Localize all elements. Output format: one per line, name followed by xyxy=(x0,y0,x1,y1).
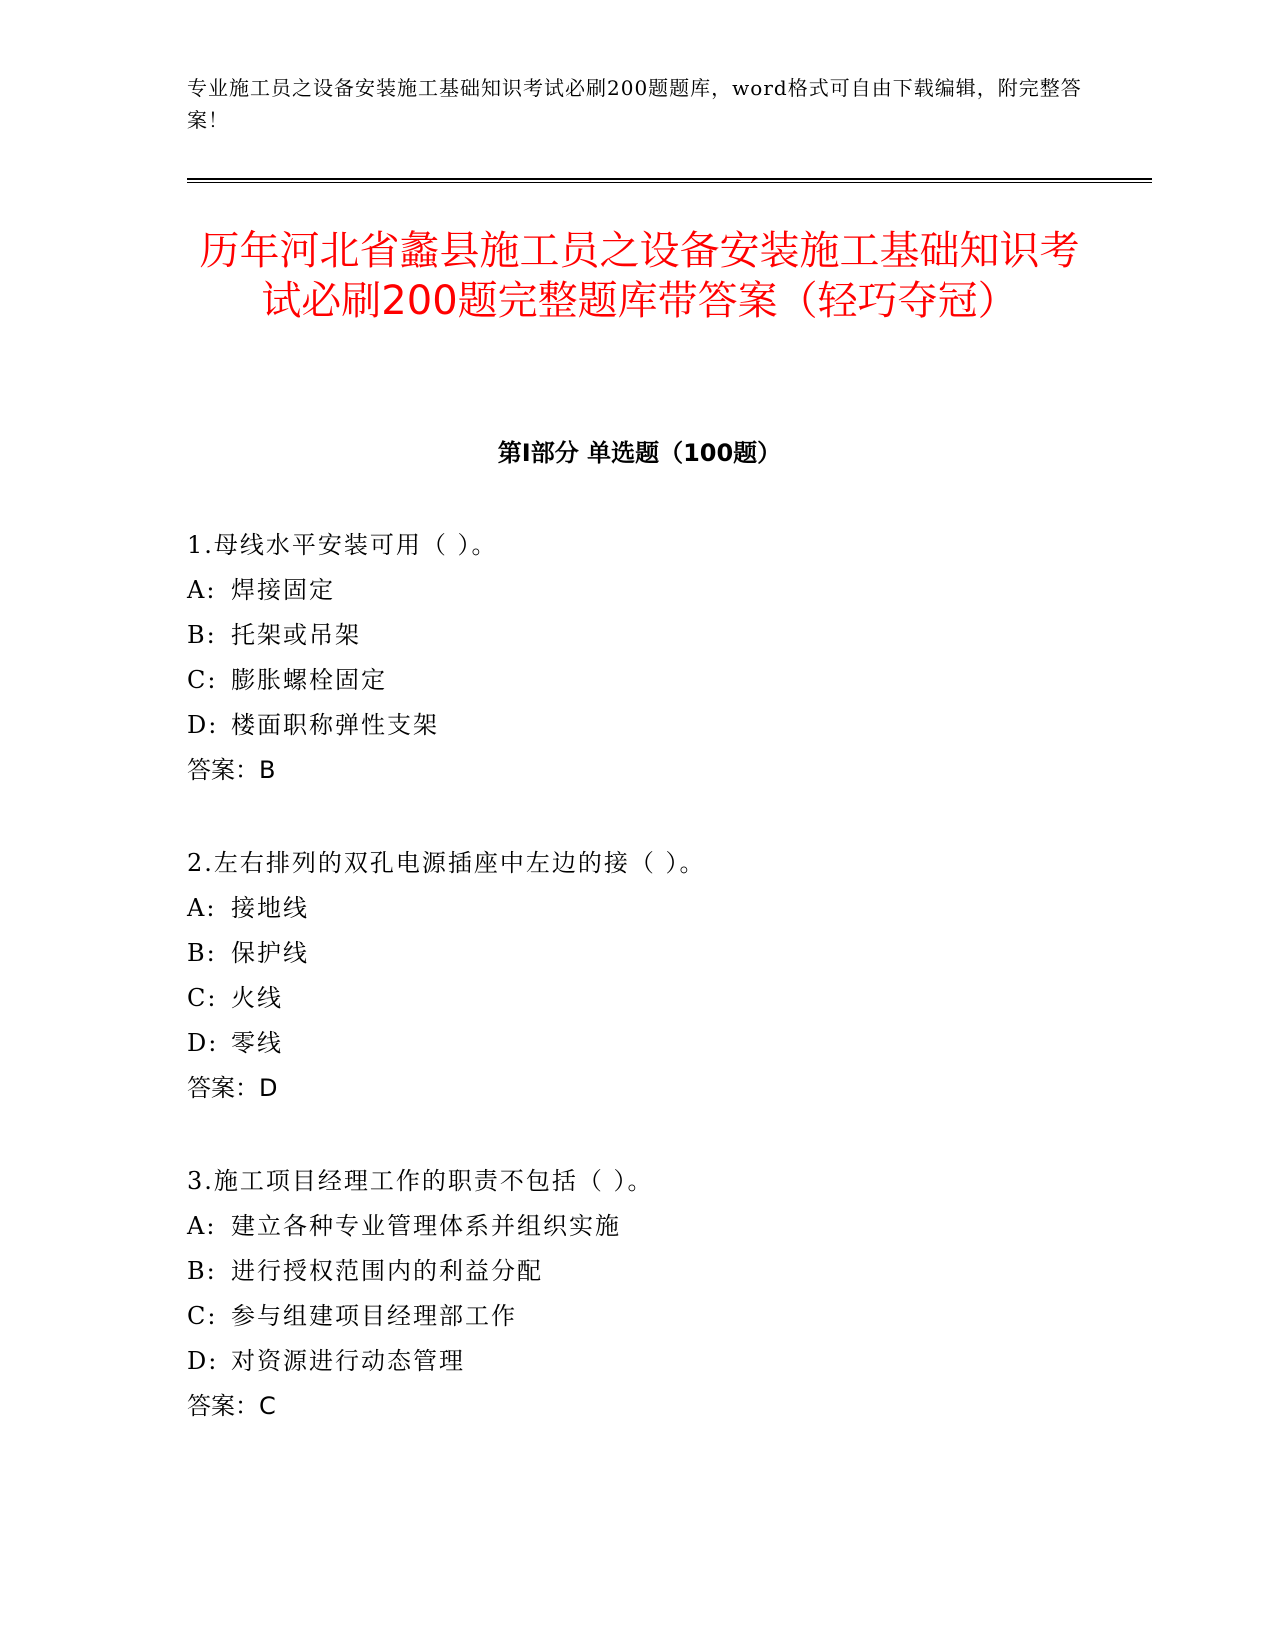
option-text: 零线 xyxy=(231,1029,283,1057)
option-key: A: xyxy=(187,1212,217,1240)
option-text: 保护线 xyxy=(231,939,309,967)
question-2 xyxy=(187,841,1092,1111)
question-1 xyxy=(187,523,1092,793)
option-b xyxy=(187,931,1092,976)
question-stem: 3.施工项目经理工作的职责不包括（ ）。 xyxy=(187,1167,654,1195)
answer-line: 答案：D xyxy=(187,1074,278,1102)
option-b xyxy=(187,613,1092,658)
option-text: 膨胀螺栓固定 xyxy=(231,666,387,694)
option-key: B: xyxy=(187,1257,217,1285)
option-key: A: xyxy=(187,894,217,922)
option-key: A: xyxy=(187,576,217,604)
option-key: C: xyxy=(187,984,218,1012)
option-c xyxy=(187,1294,1092,1339)
option-text: 焊接固定 xyxy=(231,576,335,604)
option-text: 建立各种专业管理体系并组织实施 xyxy=(231,1212,621,1240)
option-key: C: xyxy=(187,1302,218,1330)
question-stem: 2.左右排列的双孔电源插座中左边的接（ ）。 xyxy=(187,849,706,877)
option-key: D: xyxy=(187,711,219,739)
document-title: 历年河北省蠡县施工员之设备安装施工基础知识考试必刷200题完整题库带答案（轻巧夺冠） xyxy=(199,228,1080,324)
option-c xyxy=(187,658,1092,703)
option-c xyxy=(187,976,1092,1021)
option-text: 接地线 xyxy=(231,894,309,922)
option-a xyxy=(187,568,1092,613)
header-rule-thin xyxy=(187,182,1152,183)
section-title: 第Ⅰ部分 单选题（100题） xyxy=(497,439,782,467)
option-text: 火线 xyxy=(231,984,283,1012)
answer-line: 答案：B xyxy=(187,756,276,784)
option-text: 参与组建项目经理部工作 xyxy=(231,1302,517,1330)
option-text: 托架或吊架 xyxy=(231,621,361,649)
option-text: 进行授权范围内的利益分配 xyxy=(231,1257,543,1285)
answer-line: 答案：C xyxy=(187,1392,276,1420)
header-note: 专业施工员之设备安装施工基础知识考试必刷200题题库，word格式可自由下载编辑，附完整答案！ xyxy=(187,76,1082,132)
option-a xyxy=(187,886,1092,931)
option-text: 楼面职称弹性支架 xyxy=(231,711,439,739)
question-3 xyxy=(187,1159,1092,1429)
option-key: D: xyxy=(187,1029,219,1057)
option-text: 对资源进行动态管理 xyxy=(231,1347,465,1375)
option-a xyxy=(187,1204,1092,1249)
option-d xyxy=(187,1021,1092,1066)
option-d xyxy=(187,1339,1092,1384)
header-rule-thick xyxy=(187,178,1152,180)
option-b xyxy=(187,1249,1092,1294)
option-key: B: xyxy=(187,939,217,967)
option-key: D: xyxy=(187,1347,219,1375)
option-key: B: xyxy=(187,621,217,649)
option-key: C: xyxy=(187,666,218,694)
option-d xyxy=(187,703,1092,748)
question-stem: 1.母线水平安装可用（ ）。 xyxy=(187,531,498,559)
